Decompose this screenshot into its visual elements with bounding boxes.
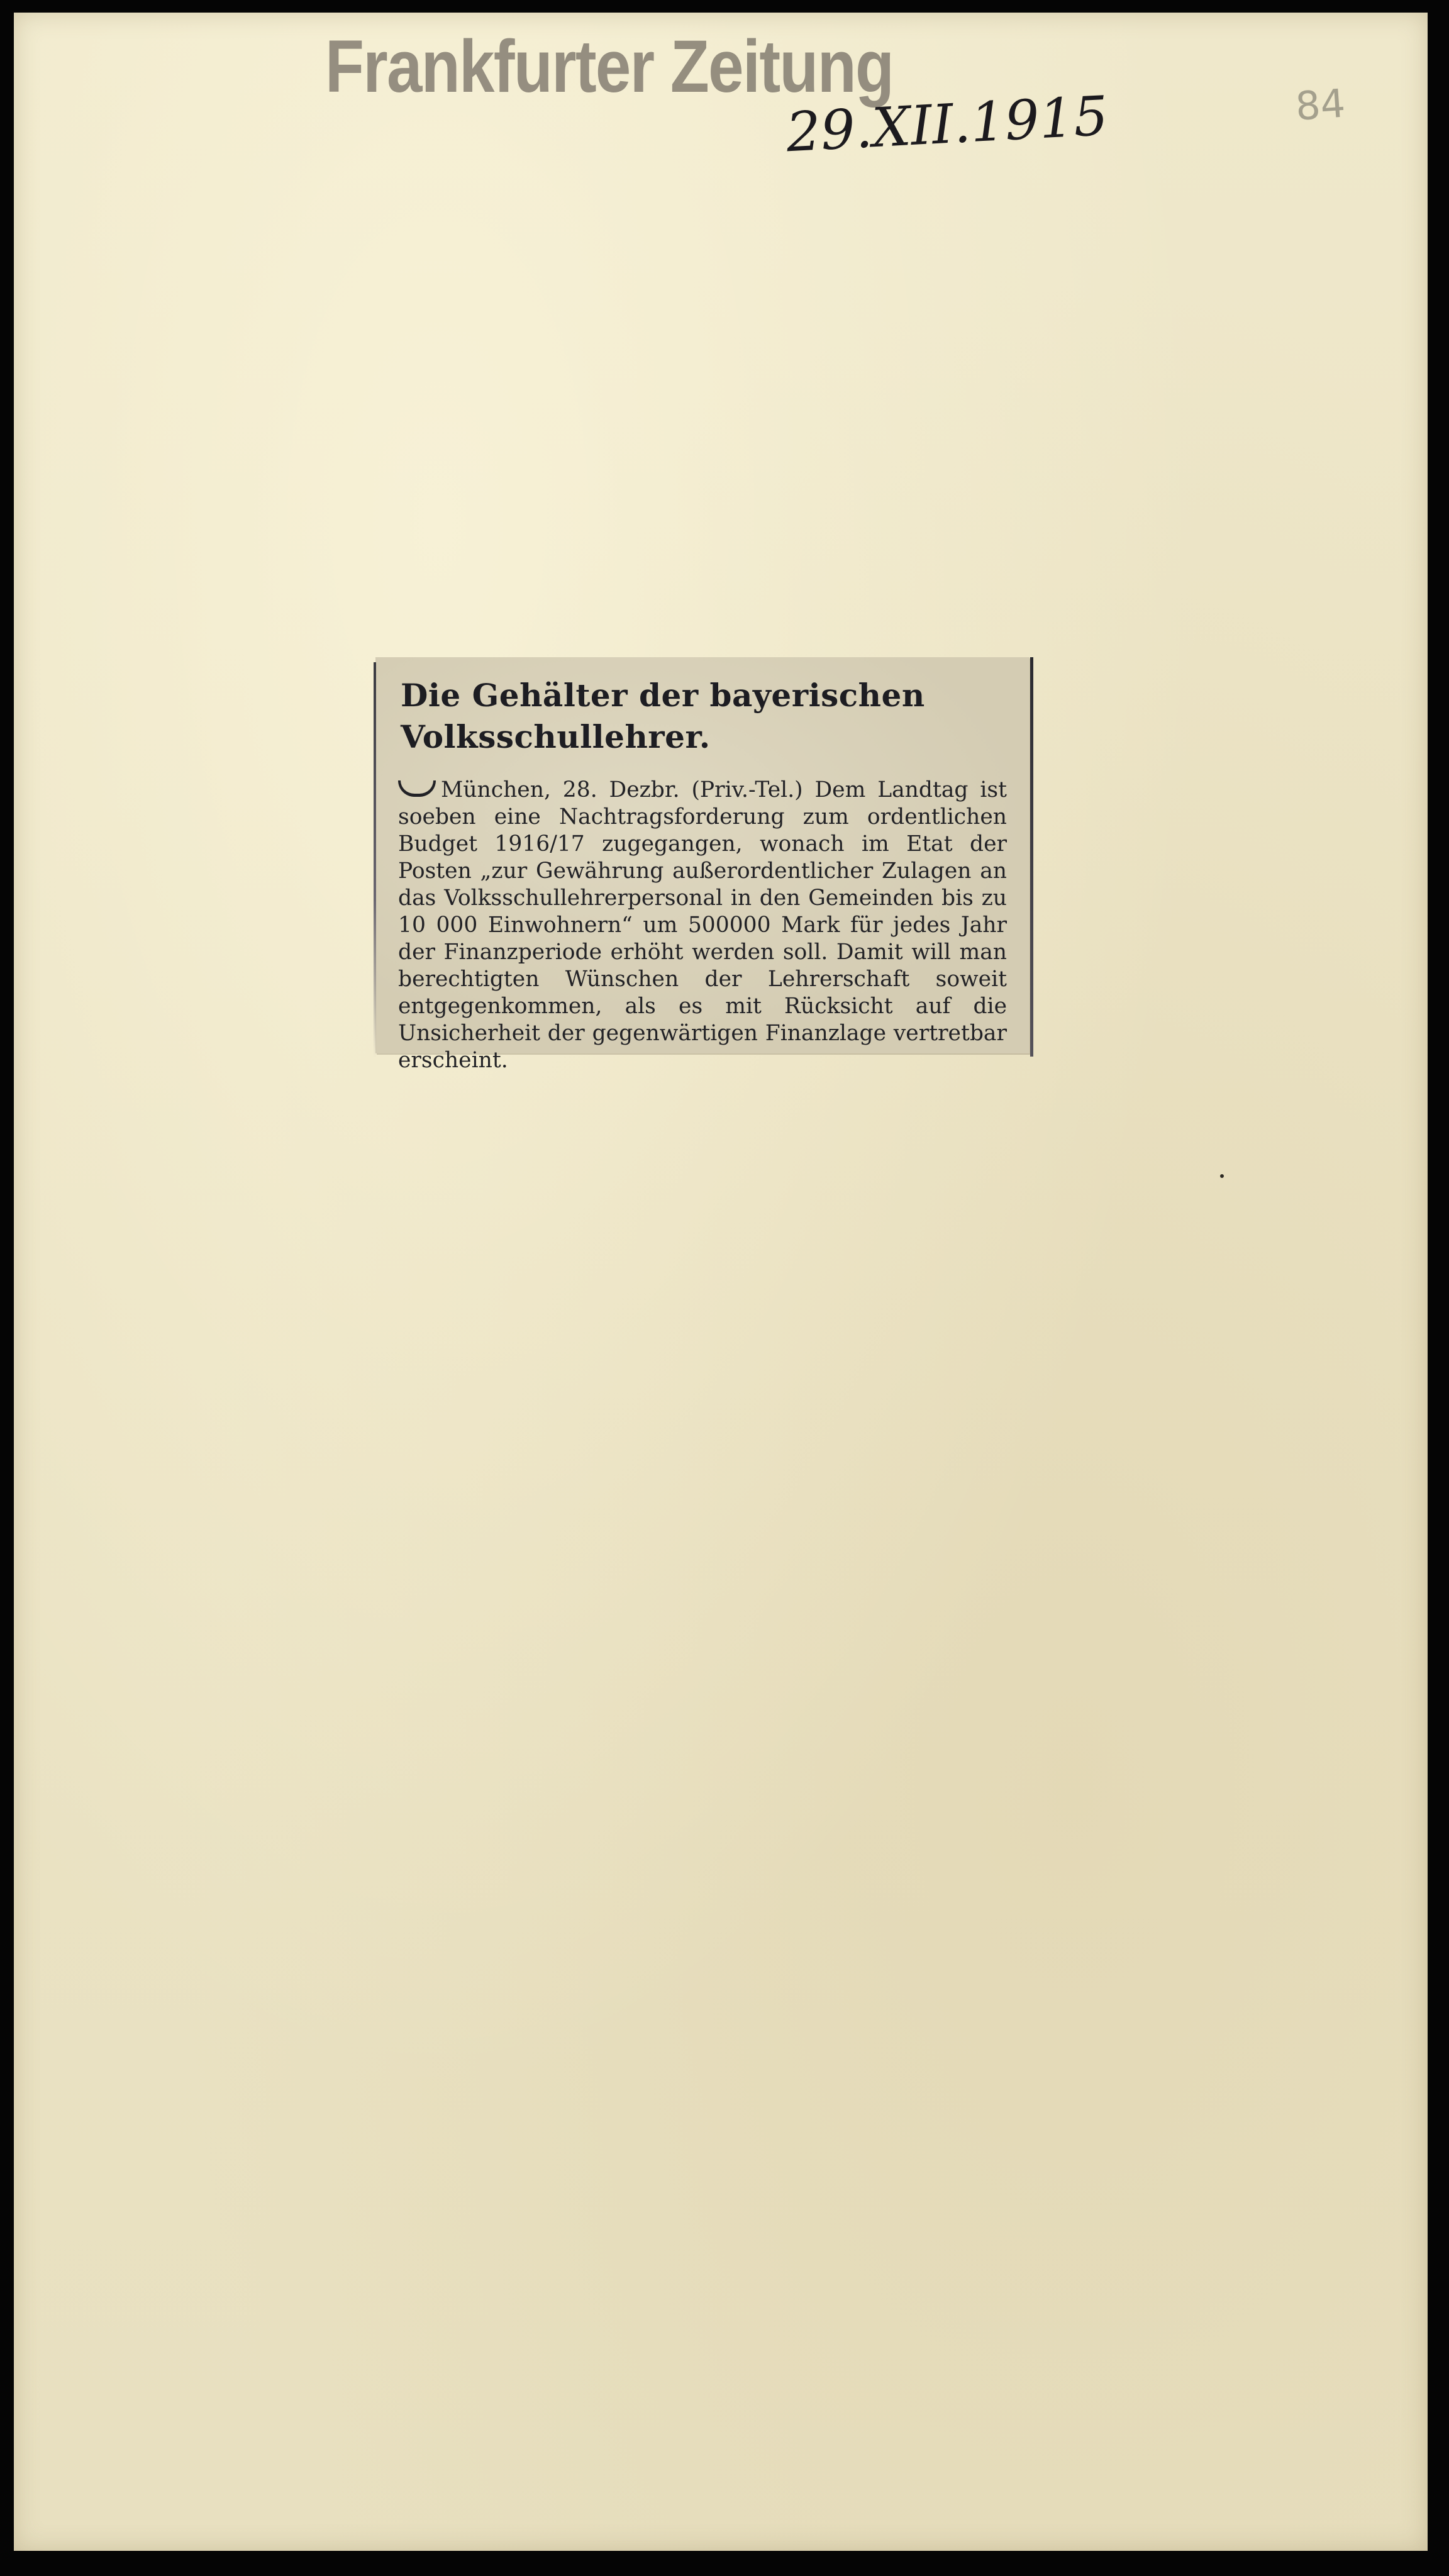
telegram-mark-icon [398,780,436,797]
archive-sheet [14,13,1428,2551]
handwritten-date: 29.XII.1915 [784,84,1110,165]
newspaper-name-stamp: Frankfurter Zeitung [325,25,894,108]
paper-speck [1220,1174,1224,1178]
newspaper-clipping [375,657,1030,1073]
clipping-right-edge [1030,657,1033,1057]
clipping-left-edge [374,662,376,1058]
clipping-body [375,758,1030,1074]
pencil-page-number: 84 [1294,80,1347,130]
clipping-body-text: München, 28. Dezbr. (Priv.-Tel.) Dem Landtag ist soeben eine Nachtragsforderung zum ordentlichen Budget 1916/17 zugegangen, wonach im Etat der Posten „zur Gewährung außerordentlicher Zulagen an das Volksschullehrerpersonal in den Gemeinden bis zu 10 000 Einwohnern“ um 500000 Mark für jedes Jahr der Finanzperiode erhöht werden soll. Damit will man berechtigten Wünschen der Lehrerschaft soweit entgegenkommen, als es mit Rücksicht auf die Unsicherheit der gegenwärtigen Finanzlage vertretbar erscheint. [398,777,1007,1073]
clipping-headline: Die Gehälter der bayerischen Volksschullehrer. [401,677,925,755]
